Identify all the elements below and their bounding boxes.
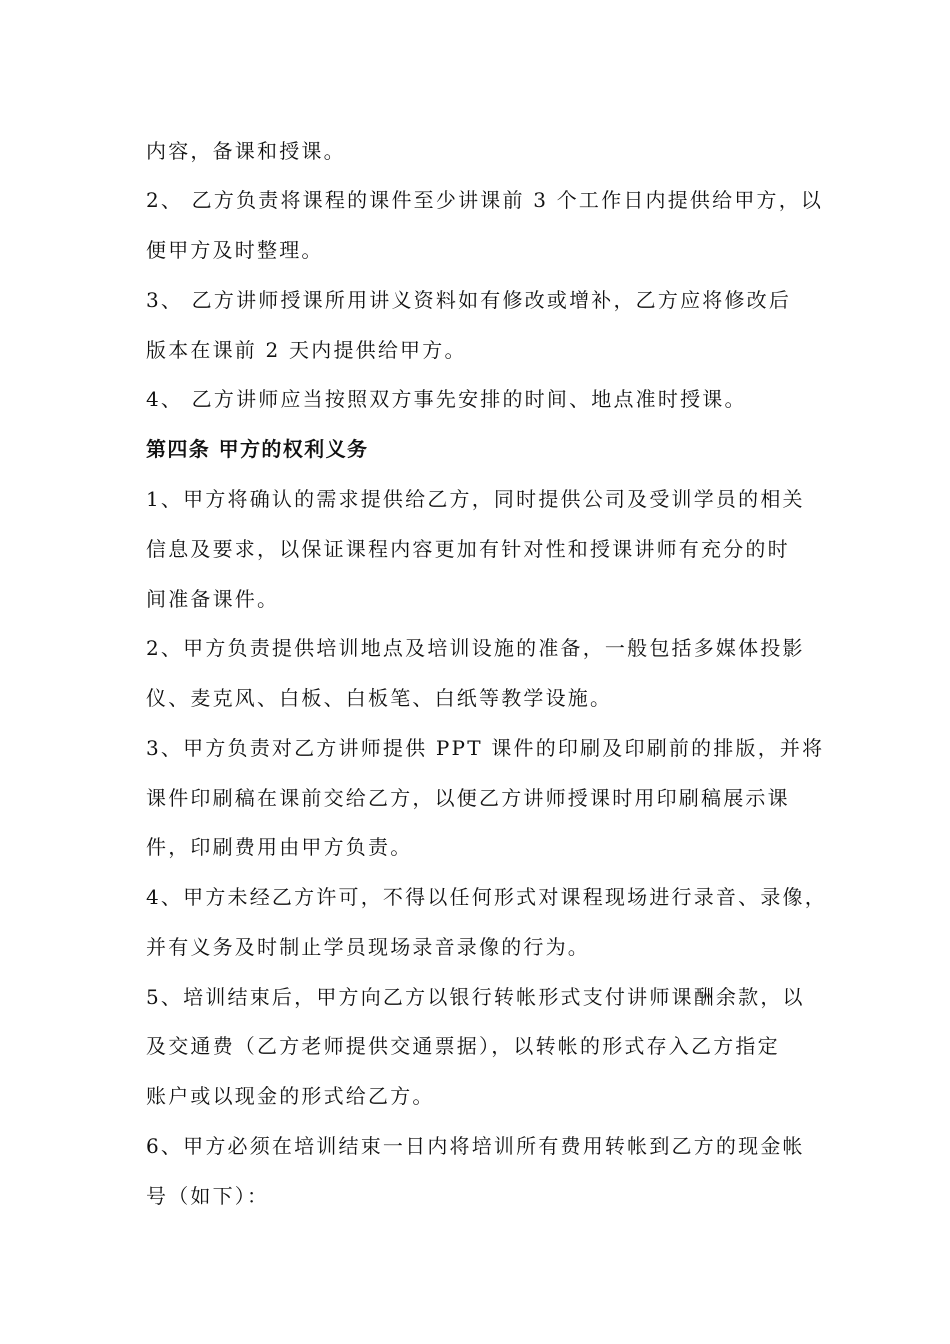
item-3-line-1: 3、甲方负责对乙方讲师提供 PPT 课件的印刷及印刷前的排版，并将 bbox=[146, 736, 825, 760]
item-2-line-2: 仪、麦克风、白板、白板笔、白纸等教学设施。 bbox=[146, 686, 613, 710]
clause-4-line-1: 4、 乙方讲师应当按照双方事先安排的时间、地点准时授课。 bbox=[146, 387, 747, 411]
item-6-line-1: 6、甲方必须在培训结束一日内将培训所有费用转帐到乙方的现金帐 bbox=[146, 1134, 805, 1158]
item-1-line-1: 1、甲方将确认的需求提供给乙方，同时提供公司及受训学员的相关 bbox=[146, 487, 805, 511]
item-2-line-1: 2、甲方负责提供培训地点及培训设施的准备，一般包括多媒体投影 bbox=[146, 636, 805, 660]
item-1-line-2: 信息及要求，以保证课程内容更加有针对性和授课讲师有充分的时 bbox=[146, 537, 790, 561]
item-5-line-2: 及交通费（乙方老师提供交通票据），以转帐的形式存入乙方指定 bbox=[146, 1034, 780, 1058]
item-1-line-3: 间准备课件。 bbox=[146, 587, 280, 611]
item-5-line-1: 5、培训结束后，甲方向乙方以银行转帐形式支付讲师课酬余款，以 bbox=[146, 985, 805, 1009]
item-4-line-1: 4、甲方未经乙方许可，不得以任何形式对课程现场进行录音、录像， bbox=[146, 885, 827, 909]
item-4-line-2: 并有义务及时制止学员现场录音录像的行为。 bbox=[146, 935, 590, 959]
clause-3-line-1: 3、 乙方讲师授课所用讲义资料如有修改或增补，乙方应将修改后 bbox=[146, 288, 792, 312]
clause-2-line-1: 2、 乙方负责将课程的课件至少讲课前 3 个工作日内提供给甲方，以 bbox=[146, 188, 824, 212]
section-heading: 第四条 甲方的权利义务 bbox=[146, 437, 369, 461]
item-3-line-2: 课件印刷稿在课前交给乙方，以便乙方讲师授课时用印刷稿展示课 bbox=[146, 786, 790, 810]
text-line: 内容，备课和授课。 bbox=[146, 139, 346, 163]
clause-2-line-2: 便甲方及时整理。 bbox=[146, 238, 324, 262]
clause-3-line-2: 版本在课前 2 天内提供给甲方。 bbox=[146, 338, 467, 362]
item-6-line-2: 号（如下）： bbox=[146, 1184, 270, 1208]
item-5-line-3: 账户或以现金的形式给乙方。 bbox=[146, 1084, 435, 1108]
item-3-line-3: 件，印刷费用由甲方负责。 bbox=[146, 835, 413, 859]
